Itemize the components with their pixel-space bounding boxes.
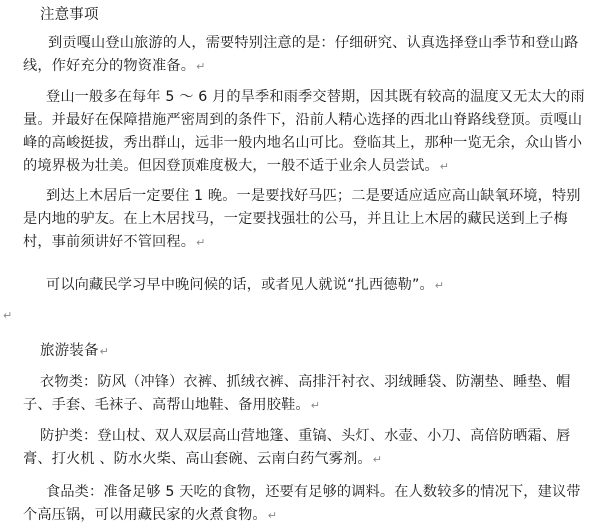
paragraph-mark: ↵	[196, 60, 206, 73]
paragraph-mark: ↵	[196, 236, 206, 249]
food-line-1: 食品类：准备足够 5 天吃的食物，还要有足够的调料。在人数较多的情况下，建议带	[46, 484, 581, 500]
clothing-line-2: 子、手套、毛袜子、高帮山地鞋、备用胶鞋。↵	[23, 397, 321, 413]
protection-line-1: 防护类：登山杖、双人双层高山营地篷、重镐、头灯、水壶、小刀、高倍防晒霜、唇	[40, 428, 571, 444]
clothing-line-1: 衣物类：防风（冲锋）衣裤、抓绒衣裤、高排汗衬衣、羽绒睡袋、防潮垫、睡垫、帽	[40, 374, 571, 390]
paragraph-mark: ↵	[267, 509, 278, 522]
protection-line-2: 膏、打火机 、防水火柴、高山套碗、云南白药气雾剂。↵	[23, 451, 383, 467]
paragraph-4: 可以向藏民学习早中晚问候的话，或者见人就说“扎西德勒”。↵	[46, 277, 445, 293]
paragraph-mark: ↵	[3, 309, 13, 322]
paragraph-mark: ↵	[99, 345, 109, 358]
heading-precautions: 注意事项	[40, 7, 99, 23]
paragraph-1-line-2: 线，作好充分的物资准备。↵	[23, 58, 206, 74]
empty-line	[2, 306, 12, 325]
paragraph-2-line-4: 的境界极为壮美。但因登顶难度极大，一般不适于业余人员尝试。↵	[23, 158, 450, 174]
paragraph-mark: ↵	[439, 160, 450, 173]
heading-equipment: 旅游装备↵	[40, 343, 109, 359]
paragraph-2-line-2: 量。并最好在保障措施严密周到的条件下，沿前人精心选择的西北山脊路线登顶。贡嘎山	[23, 112, 583, 128]
food-line-2: 个高压锅，可以用藏民家的火煮食物。↵	[23, 507, 278, 523]
paragraph-1-line-1: 到贡嘎山登山旅游的人，需要特别注意的是：仔细研究、认真选择登山季节和登山路	[48, 35, 579, 51]
paragraph-2-line-3: 峰的高峻挺拔，秀出群山，远非一般内地名山可比。登临其上，那种一览无余，众山皆小	[23, 135, 583, 151]
paragraph-mark: ↵	[310, 399, 321, 412]
paragraph-mark: ↵	[372, 453, 383, 466]
paragraph-3-line-1: 到达上木居后一定要住 1 晚。一是要找好马匹；二是要适应适应高山缺氧环境，特别	[46, 188, 581, 204]
paragraph-mark: ↵	[434, 279, 445, 292]
paragraph-3-line-2: 是内地的驴友。在上木居找马，一定要找强壮的公马，并且让上木居的藏民送到上子梅	[23, 211, 568, 227]
paragraph-3-line-3: 村，事前须讲好不管回程。↵	[23, 234, 206, 250]
paragraph-2-line-1: 登山一般多在每年 5 ～ 6 月的旱季和雨季交替期，因其既有较高的温度又无太大的雨	[46, 89, 585, 105]
